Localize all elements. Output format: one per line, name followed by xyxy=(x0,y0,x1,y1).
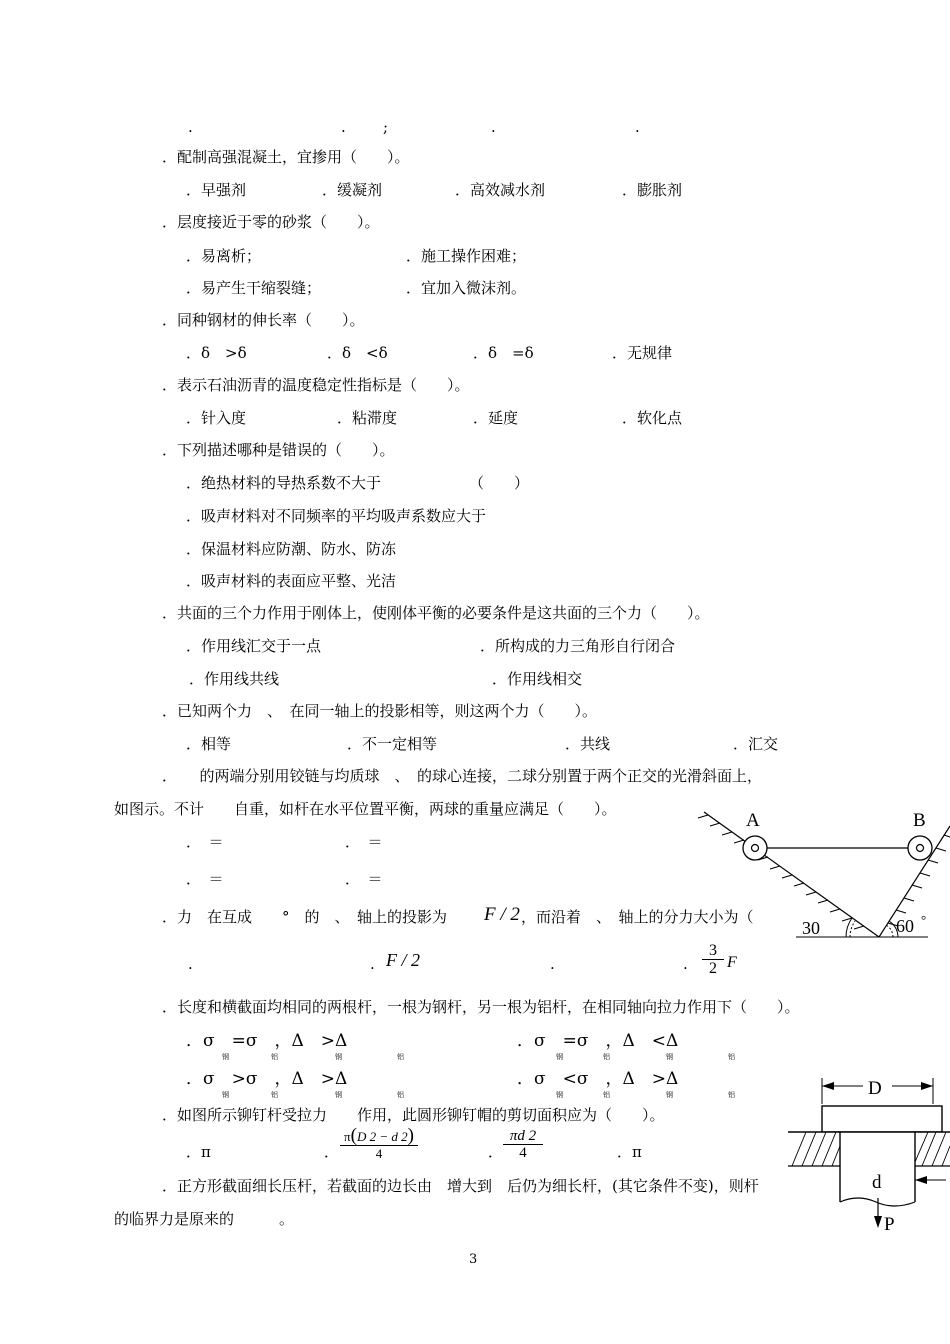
answer-dot-c: . xyxy=(491,118,496,136)
question-7-stem: ．已知两个力 、 在同一轴上的投影相等，则这两个力（ ）。 xyxy=(162,702,598,720)
subscript-alu: 铝 xyxy=(728,1053,735,1061)
answer-dot-b: . xyxy=(341,118,346,136)
question-8-option-c: ． ＝ xyxy=(186,870,224,888)
question-3-option-c: ．δ =δ xyxy=(473,344,534,362)
question-3-option-b: ．δ <δ xyxy=(327,344,388,362)
fraction-denominator: 4 xyxy=(503,1144,543,1161)
question-9-option-c: . xyxy=(550,955,555,973)
fraction-denominator: 4 xyxy=(340,1145,418,1162)
question-2-option-a: ．易离析； xyxy=(186,247,262,265)
question-1-stem: ．配制高强混凝土，宜掺用（ ）。 xyxy=(162,148,410,166)
question-9-option-d-fraction xyxy=(702,942,724,977)
question-8-stem-line1: ． 的两端分别用铰链与均质球 、 的球心连接，二球分别置于两个正交的光滑斜面上， xyxy=(162,767,763,785)
degree-symbol: ° xyxy=(921,912,927,927)
question-8-option-a: ． ＝ xyxy=(186,833,224,851)
answer-dot-d: . xyxy=(635,118,640,136)
question-12-stem-line1: ．正方形截面细长压杆，若截面的边长由 增大到 后仍为细长杆，(其它条件不变)，则杆 xyxy=(162,1177,759,1195)
subscript-steel: 钢 xyxy=(222,1091,229,1099)
question-6-option-c: ．作用线共线 xyxy=(189,670,280,688)
question-9-stem-b: ，而沿着 、 轴上的分力大小为（ xyxy=(521,908,754,926)
subscript-alu: 铝 xyxy=(603,1053,610,1061)
fraction-numerator: 3 xyxy=(709,942,717,959)
label-d-inner: d xyxy=(872,1172,882,1193)
question-4-stem: ．表示石油沥青的温度稳定性指标是（ ）。 xyxy=(162,376,470,394)
question-11-option-b-dot: ． xyxy=(324,1143,340,1161)
question-4-option-d: ．软化点 xyxy=(622,409,683,427)
question-10-option-a: ．σ =σ ，Δ >Δ xyxy=(186,1031,348,1051)
subscript-steel: 钢 xyxy=(335,1053,342,1061)
subscript-steel: 钢 xyxy=(556,1091,563,1099)
answer-semicolon: ; xyxy=(383,118,389,136)
subscript-steel: 钢 xyxy=(222,1053,229,1061)
subscript-steel: 钢 xyxy=(666,1091,673,1099)
question-4-option-a: ．针入度 xyxy=(186,409,247,427)
question-8-stem-line2: 如图示。不计 自重，如杆在水平位置平衡，两球的重量应满足（ ）。 xyxy=(114,800,617,818)
angle-left-label: 30 xyxy=(802,918,820,938)
subscript-steel: 钢 xyxy=(666,1053,673,1061)
question-1-option-a: ．早强剂 xyxy=(186,181,247,199)
question-11-stem: ．如图所示铆钉杆受拉力 作用，此圆形铆钉帽的剪切面积应为（ ）。 xyxy=(162,1106,665,1124)
label-p: P xyxy=(884,1214,895,1235)
figure-bar-on-inclines xyxy=(688,806,950,976)
question-10-stem: ．长度和横截面均相同的两根杆，一根为钢杆，另一根为铝杆，在相同轴向拉力作用下（ ）。 xyxy=(162,998,800,1016)
ball-a xyxy=(743,836,767,860)
subscript-steel: 钢 xyxy=(556,1053,563,1061)
question-8-option-d: ． ＝ xyxy=(345,870,383,888)
question-11-option-a: ．π xyxy=(186,1143,211,1161)
question-5-option-b: ．吸声材料对不同频率的平均吸声系数应大于 xyxy=(186,507,487,525)
question-9-option-b: . xyxy=(370,955,375,973)
question-3-option-a: ．δ >δ xyxy=(186,344,247,362)
page-number: 3 xyxy=(469,1252,478,1267)
fraction-numerator: πd 2 xyxy=(509,1128,537,1144)
question-7-option-c: ．共线 xyxy=(565,735,611,753)
question-4-option-c: ．延度 xyxy=(473,409,519,427)
ball-b xyxy=(908,836,932,860)
question-9-option-d: . xyxy=(683,955,688,973)
question-10-option-d: ．σ <σ ，Δ >Δ xyxy=(517,1069,679,1089)
question-1-option-c: ．高效减水剂 xyxy=(455,181,546,199)
question-6-option-a: ．作用线汇交于一点 xyxy=(186,637,322,655)
question-5-answer-paren: （ ） xyxy=(469,474,530,492)
question-12-stem-line2: 的临界力是原来的 。 xyxy=(114,1210,295,1228)
question-1-option-b: ．缓凝剂 xyxy=(322,181,383,199)
fraction-numerator: D 2 − d 2 xyxy=(356,1129,408,1144)
question-1-option-d: ．膨胀剂 xyxy=(622,181,683,199)
answer-dot-a: . xyxy=(188,118,193,136)
subscript-alu: 铝 xyxy=(271,1053,278,1061)
question-5-option-d: ．吸声材料的表面应平整、光洁 xyxy=(186,572,397,590)
question-6-stem: ．共面的三个力作用于刚体上，使刚体平衡的必要条件是这共面的三个力（ ）。 xyxy=(162,604,710,622)
question-6-option-d: ．作用线相交 xyxy=(492,670,583,688)
question-10-option-b: ．σ =σ ，Δ <Δ xyxy=(517,1031,679,1051)
question-7-option-a: ．相等 xyxy=(186,735,232,753)
question-7-option-b: ．不一定相等 xyxy=(347,735,438,753)
subscript-steel: 钢 xyxy=(335,1091,342,1099)
question-3-stem: ．同种钢材的伸长率（ ）。 xyxy=(162,311,365,329)
label-d-outer: D xyxy=(868,1078,882,1099)
question-11-option-d: ．π xyxy=(617,1143,642,1161)
label-a: A xyxy=(746,810,760,831)
question-5-option-c: ．保温材料应防潮、防水、防冻 xyxy=(186,540,397,558)
question-2-option-c: ．易产生干缩裂缝； xyxy=(186,279,322,297)
question-5-option-a: ．绝热材料的导热系数不大于 xyxy=(186,474,382,492)
question-10-option-c: ．σ >σ ，Δ >Δ xyxy=(186,1069,348,1089)
question-2-option-d: ．宜加入微沫剂。 xyxy=(406,279,527,297)
label-b: B xyxy=(913,810,926,831)
question-9-option-b-math: F / 2 xyxy=(386,950,420,970)
question-9-option-d-var: F xyxy=(727,954,737,971)
question-2-stem: ．层度接近于零的砂浆（ ）。 xyxy=(162,213,380,231)
question-9-option-a: . xyxy=(188,955,193,973)
subscript-alu: 铝 xyxy=(603,1091,610,1099)
rivet-head xyxy=(822,1106,942,1132)
question-9-stem-math: F / 2 xyxy=(484,904,520,925)
question-5-stem: ．下列描述哪种是错误的（ ）。 xyxy=(162,441,395,459)
pi-symbol: π xyxy=(344,1129,351,1144)
question-11-option-c-dot: ． xyxy=(488,1143,504,1161)
question-2-option-b: ．施工操作困难； xyxy=(406,247,527,265)
fraction-denominator: 2 xyxy=(702,959,724,977)
subscript-alu: 铝 xyxy=(728,1091,735,1099)
question-3-option-d: ．无规律 xyxy=(612,344,673,362)
subscript-alu: 铝 xyxy=(397,1091,404,1099)
question-6-option-b: ．所构成的力三角形自行闭合 xyxy=(480,637,676,655)
angle-right-label: 60 xyxy=(896,916,914,936)
question-11-option-c-fraction xyxy=(503,1128,543,1161)
subscript-alu: 铝 xyxy=(271,1091,278,1099)
question-7-option-d: ．汇交 xyxy=(733,735,779,753)
question-8-option-b: ． ＝ xyxy=(345,833,383,851)
question-11-option-b-fraction: $\frac{\pi(D 2 - d 2)}{4}$ xyxy=(340,1128,418,1162)
figure-rivet xyxy=(788,1072,950,1235)
question-9-stem-a: ．力 在互成 ° 的 、 轴上的投影为 xyxy=(162,908,448,926)
subscript-alu: 铝 xyxy=(397,1053,404,1061)
question-4-option-b: ．粘滞度 xyxy=(337,409,398,427)
